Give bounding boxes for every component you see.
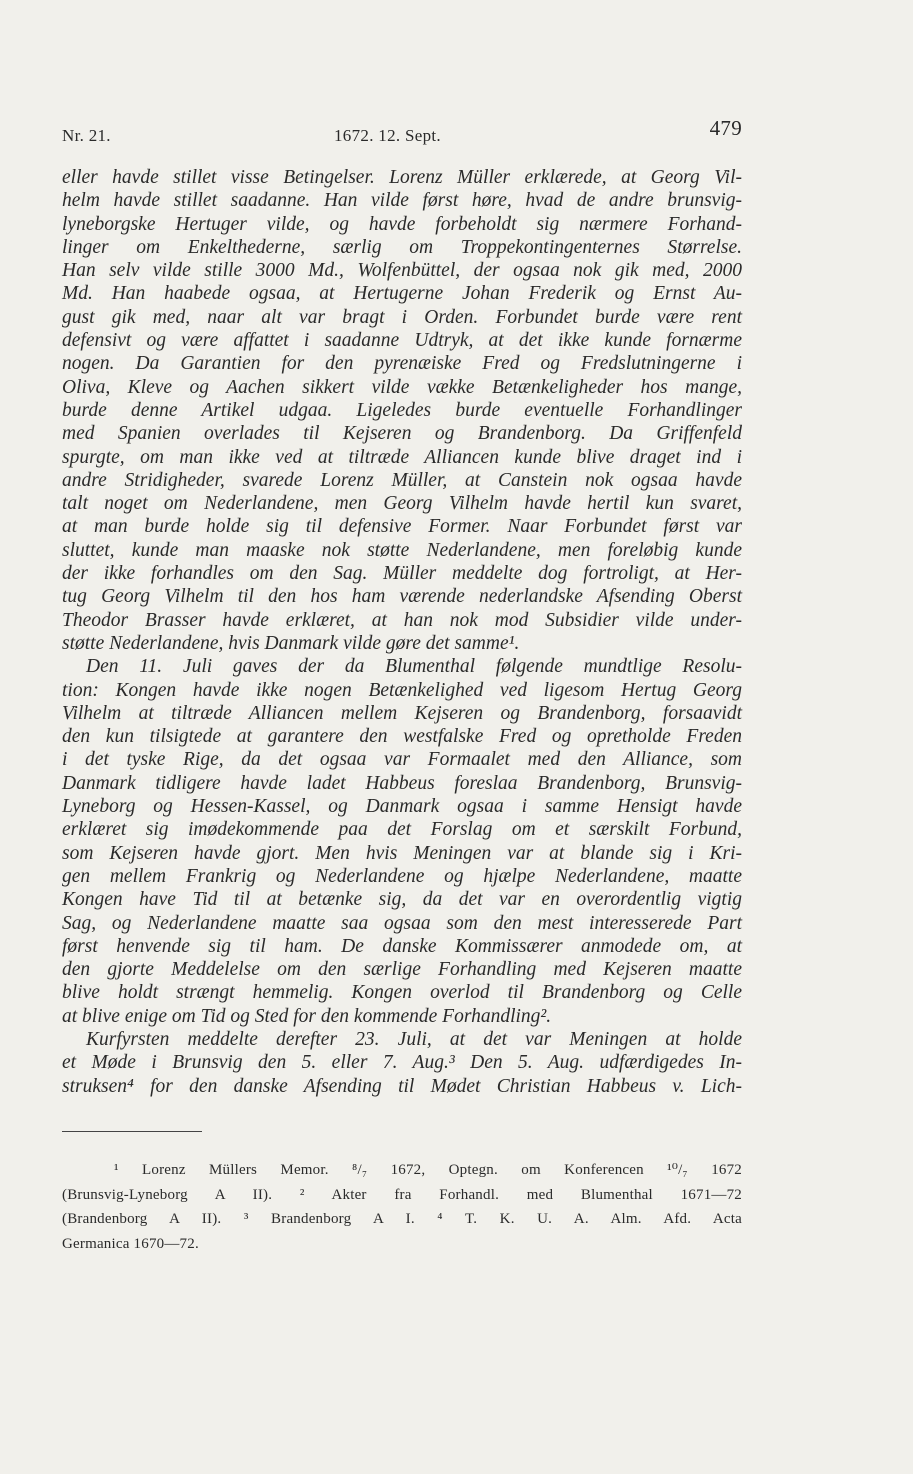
body-line: den kun tilsigtede at garantere den westfalske Fred og opretholde Freden — [62, 726, 742, 748]
document-date: 1672. 12. Sept. — [334, 126, 441, 145]
footnote-line: (Brunsvig-Lyneborg A II). ² Akter fra Forhandl. med Blumenthal 1671—72 — [62, 1186, 742, 1203]
body-line: andre Stridigheder, svarede Lorenz Müller, at Canstein nok ogsaa havde — [62, 469, 742, 491]
body-line: først henvende sig til ham. De danske Kommissærer anmodede om, at — [62, 935, 742, 957]
body-line: Sag, og Nederlandene maatte saa ogsaa som den mest interesserede Part — [62, 912, 742, 934]
body-line: at blive enige om Tid og Sted for den kommende Forhandling². — [62, 1005, 552, 1027]
body-line: struksen⁴ for den danske Afsending til Mødet Christian Habbeus v. Lich- — [62, 1075, 742, 1097]
body-line: gen mellem Frankrig og Nederlandene og hjælpe Nederlandene, maatte — [62, 865, 742, 887]
body-line: sluttet, kunde man maaske nok støtte Nederlandene, men foreløbig kunde — [62, 539, 742, 561]
body-line: eller havde stillet visse Betingelser. Lorenz Müller erklærede, at Georg Vil- — [62, 167, 742, 188]
body-line: den gjorte Meddelelse om den særlige Forhandling med Kejseren maatte — [62, 959, 742, 981]
body-line: Danmark tidligere havde ladet Habbeus foreslaa Brandenborg, Brunsvig- — [62, 772, 742, 794]
body-line: talt noget om Nederlandene, men Georg Vilhelm havde hertil kun svaret, — [62, 493, 742, 515]
body-line: Vilhelm at tiltræde Alliancen mellem Kejseren og Brandenborg, forsaavidt — [62, 702, 742, 724]
body-line: lyneborgske Hertuger vilde, og havde forbeholdt sig nærmere Forhand- — [62, 213, 742, 235]
body-line: Oliva, Kleve og Aachen sikkert vilde vække Betænkeligheder hos mange, — [62, 376, 742, 398]
body-line: at man burde holde sig til defensive Former. Naar Forbundet først var — [62, 516, 742, 538]
footnote-line: ¹ Lorenz Müllers Memor. ⁸/₇ 1672, Optegn. om Konferencen ¹⁰/₇ 1672 — [114, 1162, 742, 1178]
footnote-divider — [62, 1131, 202, 1132]
body-line: helm havde stillet saadanne. Han vilde først høre, hvad de andre brunsvig- — [62, 190, 742, 212]
body-line: Han selv vilde stille 3000 Md., Wolfenbüttel, der ogsaa nok gik med, 2000 — [62, 260, 742, 282]
body-line: Kongen have Tid til at betænke sig, da det var en overordentlig vigtig — [62, 889, 742, 911]
body-line: tug Georg Vilhelm til den hos ham værende nederlandske Afsending Oberst — [62, 586, 742, 608]
body-line: linger om Enkelthederne, særlig om Troppekontingenternes Størrelse. — [62, 236, 742, 258]
body-line: Lyneborg og Hessen-Kassel, og Danmark ogsaa i samme Hensigt havde — [62, 796, 742, 818]
body-line: erklæret sig imødekommende paa det Forslag om et særskilt Forbund, — [62, 819, 742, 841]
page-number: 479 — [709, 116, 742, 140]
body-line: nogen. Da Garantien for den pyrenæiske Fred og Fredslutningerne i — [62, 353, 742, 375]
body-line: spurgte, om man ikke ved at tiltræde Alliancen kunde blive draget ind i — [62, 446, 742, 468]
body-line: Md. Han haabede ogsaa, at Hertugerne Johan Frederik og Ernst Au- — [62, 283, 742, 305]
body-line: gust gik med, naar alt var bragt i Orden. Forbundet burde være rent — [62, 306, 742, 328]
body-line: et Møde i Brunsvig den 5. eller 7. Aug.³ Den 5. Aug. udfærdigedes In- — [62, 1052, 742, 1074]
body-line: der ikke forhandles om den Sag. Müller meddelte dog fortroligt, at Her- — [62, 563, 742, 585]
body-line: Theodor Brasser havde erklæret, at han nok mod Subsidier vilde under- — [62, 609, 742, 631]
body-line: som Kejseren havde gjort. Men hvis Meningen var at blande sig i Kri- — [62, 842, 742, 864]
footnote-line: Germanica 1670—72. — [62, 1235, 199, 1252]
body-line: burde denne Artikel udgaa. Ligeledes burde eventuelle Forhandlinger — [62, 399, 742, 421]
footnotes — [62, 1158, 742, 1256]
document-number: Nr. 21. — [62, 126, 111, 145]
body-line: Den 11. Juli gaves der da Blumenthal følgende mundtlige Resolu- — [86, 656, 742, 678]
body-line: tion: Kongen havde ikke nogen Betænkelighed ved ligesom Hertug Georg — [62, 679, 742, 701]
body-line: defensivt og være affattet i saadanne Udtryk, at det ikke kunde fornærme — [62, 330, 742, 352]
footnote-line: (Brandenborg A II). ³ Brandenborg A I. ⁴ T. K. U. A. Alm. Afd. Acta — [62, 1211, 742, 1227]
body-line: blive holdt strængt hemmelig. Kongen overlod til Brandenborg og Celle — [62, 982, 742, 1004]
running-header — [62, 116, 742, 146]
body-line: Kurfyrsten meddelte derefter 23. Juli, at det var Meningen at holde — [86, 1028, 742, 1050]
body-line: i det tyske Rige, da det ogsaa var Formaalet med den Alliance, som — [62, 749, 742, 771]
body-text — [62, 166, 742, 1098]
body-line: med Spanien overlades til Kejseren og Brandenborg. Da Griffenfeld — [62, 423, 742, 445]
body-line: støtte Nederlandene, hvis Danmark vilde gøre det samme¹. — [62, 632, 520, 654]
